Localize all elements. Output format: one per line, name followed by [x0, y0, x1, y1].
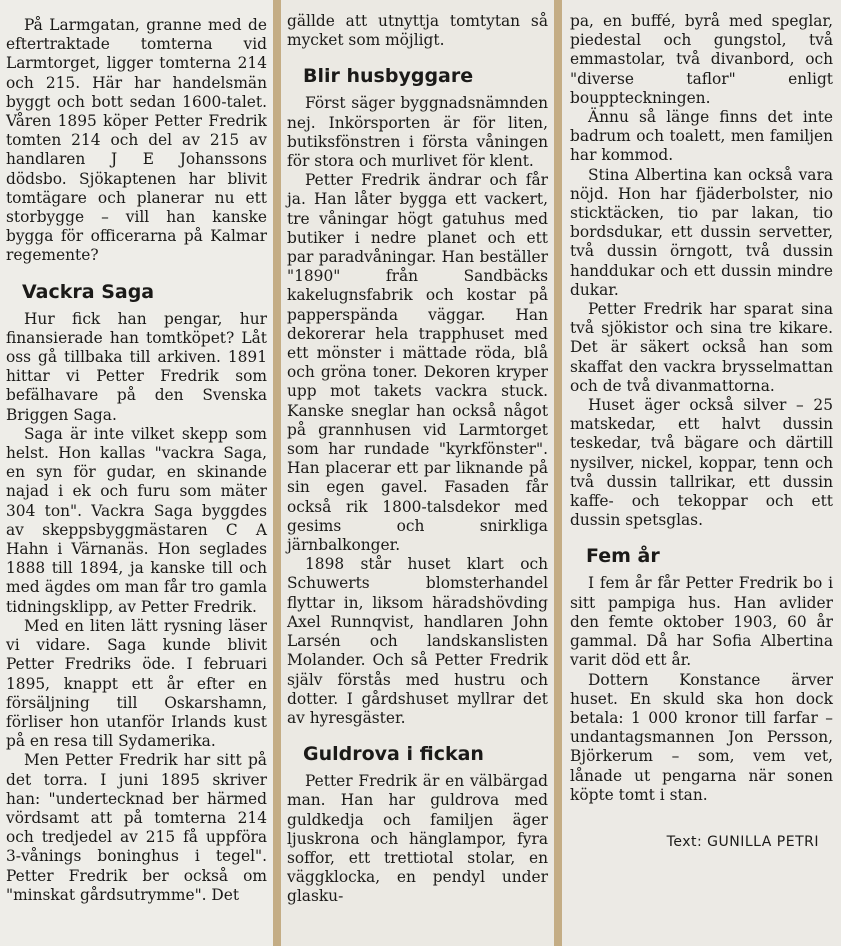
article-column-3 [562, 0, 841, 946]
paragraph: Petter Fredrik har sparat sina två sjökistor och sina tre kikare. Det är säkert också han som skaffat den vackra brysselmattan och de två divanmattorna. [570, 300, 833, 395]
paragraph: I fem år får Petter Fredrik bo i sitt pampiga hus. Han avlider den femte oktober 1903, 60 år gammal. Då har Sofia Albertina varit död ett år. [570, 574, 833, 670]
section-heading: Vackra Saga [22, 280, 155, 303]
section-heading: Fem år [586, 545, 660, 568]
paragraph: 1898 står huset klart och Schuwerts blomsterhandel flyttar in, liksom häradshövding Axel Runnqvist, handlaren John Larsén och landskanslisten Molander. Och så Petter Fredrik själv förstås med hustru och dotter. I gårdshuset myllrar det av hyresgäster. [287, 555, 548, 727]
paragraph: Dottern Konstance ärver huset. En skuld ska hon dock betala: 1 000 kronor till farfar – undantagsmannen Jon Persson, Björkerum – som, vem vet, lånade ut pengarna när sonen köpte tomt i stan. [570, 670, 833, 804]
paragraph: pa, en buffé, byrå med speglar, piedestal och gungstol, två emmastolar, två divanbord, och "diverse taflor" enligt bouppteckningen. [570, 12, 833, 107]
paragraph: Ännu så länge finns det inte badrum och toalett, men familjen har kommod. [570, 108, 833, 165]
paragraph: Petter Fredrik ändrar och får ja. Han låter bygga ett vackert, tre våningar högt gatuhus med butiker i nedre planet och ett par paradvåningar. Han beställer "1890" från Sandbäcks kakelugnsfabrik och kostar på papperspända väggar. Han dekorerar hela trapphuset med ett mönster i mättade röda, blå och gröna toner. Dekoren kryper upp mot takets vackra stuck. Kanske sneglar han också något på grannhusen vid Larmtorget som har rundade "kyrkfönster". Han placerar ett par liknande på sin egen gavel. Fasaden får också rik 1800-talsdekor med gesims och snirkliga järnbalkonger. [287, 171, 548, 555]
paragraph: Hur fick han pengar, hur finansierade han tomtköpet? Låt oss gå tillbaka till arkiven. 1891 hittar vi Petter Fredrik som befälhavare på den Svenska Briggen Saga. [6, 309, 267, 424]
paragraph: Med en liten lätt rysning läser vi vidare. Saga kunde blivit Petter Fredriks öde. I februari 1895, knappt ett år efter en försäljning till Oskarshamn, förliser hon utanför Irlands kust på en resa till Sydamerika. [6, 616, 267, 751]
paragraph: Huset äger också silver – 25 matskedar, ett halvt dussin teskedar, två bägare och därtill nysilver, nickel, koppar, tenn och två dussin tallrikar, ett dussin kaffe- och tekoppar och ett dussin spetsglas. [570, 396, 833, 530]
paragraph: På Larmgatan, granne med de eftertraktade tomterna vid Larmtorget, ligger tomterna 214 och 215. Här har handelsmän byggt och bott sedan 1600-talet. Våren 1895 köper Petter Fredrik tomten 214 och del av 215 av handlaren J E Johanssons dödsbo. Sjökaptenen har blivit tomtägare och planerar nu ett storbygge – vill han kanske bygga för officerarna på Kalmar regemente? [6, 16, 267, 265]
author-byline: Text: GUNILLA PETRI [666, 833, 819, 850]
paragraph: Petter Fredrik är en välbärgad man. Han har guldrova med guldkedja och familjen äger ljuskrona och hänglampor, fyra soffor, ett trettiotal stolar, en väggklocka, en pendyl under glasku- [287, 772, 548, 906]
section-heading: Blir husbyggare [303, 65, 474, 88]
paragraph: Saga är inte vilket skepp som helst. Hon kallas "vackra Saga, en syn för gudar, en skinande najad i ek och furu som mäter 304 ton". Vackra Saga byggdes av skeppsbyggmästaren C A Hahn i Värnanäs. Hon seglades 1888 till 1894, ja kanske till och med ägdes om man får tro gamla tidningsklipp, av Petter Fredrik. [6, 424, 267, 616]
article-column-2 [281, 0, 554, 946]
section-heading: Guldrova i fickan [303, 743, 484, 766]
paragraph: Men Petter Fredrik har sitt på det torra. I juni 1895 skriver han: "undertecknad ber härmed vördsamt att på tomterna 214 och tredjedel av 215 få uppföra 3-vånings boninghus i tegel". Petter Fredrik ber också om "minskat gårdsutrymme". Det [6, 751, 267, 904]
article-column-1 [0, 0, 273, 946]
paragraph: gällde att utnyttja tomtytan så mycket som möjligt. [287, 12, 548, 50]
paragraph: Stina Albertina kan också vara nöjd. Hon har fjäderbolster, nio sticktäcken, tio par lakan, tio bordsdukar, ett dussin servetter, två dussin örngott, två dussin handdukar och ett dussin mindre dukar. [570, 165, 833, 299]
paragraph: Först säger byggnadsnämnden nej. Inkörsporten är för liten, butiksfönstren i första våningen för stora och murlivet för klent. [287, 94, 548, 171]
